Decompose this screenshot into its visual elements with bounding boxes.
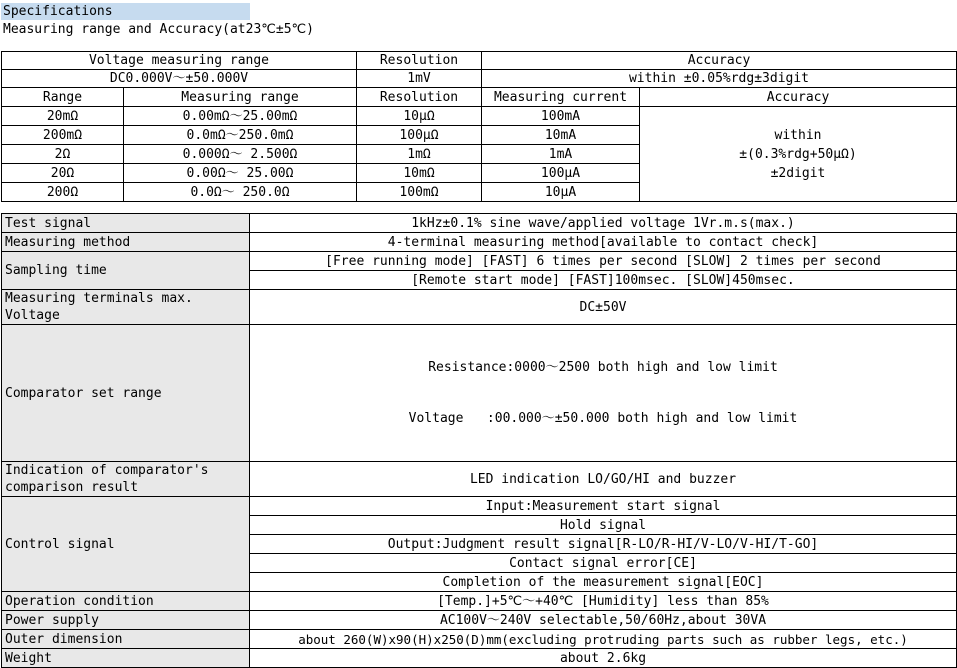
resistance-table (1, 87, 957, 202)
table-cell: 100μA (482, 164, 640, 183)
table-cell: 1mV (357, 70, 482, 88)
spec-value: Completion of the measurement signal[EOC] (250, 573, 957, 592)
spec-value: [Remote start mode] [FAST]100msec. [SLOW]450msec. (250, 271, 957, 290)
spec-value: LED indication LO/GO/HI and buzzer (250, 462, 957, 497)
label-line: comparison result (5, 480, 139, 495)
header-cell: Accuracy (640, 88, 957, 107)
header-cell: Resolution (357, 88, 482, 107)
label-line: Indication of comparator's (5, 463, 209, 478)
spec-value: Hold signal (250, 516, 957, 535)
spec-value: [Temp.]+5℃～+40℃ [Humidity] less than 85% (250, 592, 957, 611)
table-row (2, 325, 957, 462)
table-cell: 0.00mΩ～25.00mΩ (124, 107, 357, 126)
spec-value: [Free running mode] [FAST] 6 times per second [SLOW] 2 times per second (250, 252, 957, 271)
header-cell: Measuring current (482, 88, 640, 107)
header-cell: Measuring range (124, 88, 357, 107)
spec-value: about 2.6kg (250, 649, 957, 668)
general-specs-table (1, 213, 957, 668)
header-cell: Accuracy (482, 52, 957, 70)
spec-label: Measuring method (2, 233, 250, 252)
spec-subtitle: Measuring range and Accuracy(at23℃±5℃) (3, 22, 314, 37)
label-line: Voltage (5, 308, 60, 323)
header-cell: Resolution (357, 52, 482, 70)
table-cell: DC0.000V～±50.000V (2, 70, 357, 88)
table-row (2, 252, 957, 271)
spec-value: 1kHz±0.1% sine wave/applied voltage 1Vr.m.s(max.) (250, 214, 957, 233)
spec-value: Input:Measurement start signal (250, 497, 957, 516)
table-row (2, 497, 957, 516)
table-cell: 10μA (482, 183, 640, 202)
spec-label: Power supply (2, 611, 250, 630)
table-cell: 100mA (482, 107, 640, 126)
spec-label: Outer dimension (2, 630, 250, 649)
table-cell: 200Ω (2, 183, 124, 202)
table-row (2, 70, 957, 88)
table-cell: 10μΩ (357, 107, 482, 126)
table-cell: 2Ω (2, 145, 124, 164)
voltage-table (1, 51, 957, 88)
value-line: Voltage :00.000～±50.000 both high and low limit (408, 411, 798, 426)
table-cell: within ±0.05%rdg±3digit (482, 70, 957, 88)
table-row (2, 214, 957, 233)
table-cell: 1mΩ (357, 145, 482, 164)
accuracy-line: ±(0.3%rdg+50μΩ) (739, 146, 857, 162)
spec-label: Sampling time (2, 252, 250, 290)
table-row (2, 88, 957, 107)
table-row (2, 649, 957, 668)
spec-title: Specifications (1, 3, 250, 20)
table-row (2, 462, 957, 497)
table-cell: 10mΩ (357, 164, 482, 183)
spec-label: Test signal (2, 214, 250, 233)
table-row (2, 592, 957, 611)
table-row (2, 290, 957, 325)
accuracy-line: ±2digit (770, 165, 826, 181)
table-cell: 0.00Ω～ 25.00Ω (124, 164, 357, 183)
table-cell: 100mΩ (357, 183, 482, 202)
table-cell: 0.0Ω～ 250.0Ω (124, 183, 357, 202)
label-line: Measuring terminals max. (5, 291, 193, 306)
spec-label: Operation condition (2, 592, 250, 611)
table-cell: 100μΩ (357, 126, 482, 145)
table-row (2, 233, 957, 252)
table-cell: 20Ω (2, 164, 124, 183)
table-cell: 1mA (482, 145, 640, 164)
header-cell: Range (2, 88, 124, 107)
spec-label: Comparator set range (2, 325, 250, 462)
spec-value: DC±50V (250, 290, 957, 325)
spec-value: 4-terminal measuring method[available to contact check] (250, 233, 957, 252)
spec-value: about 260(W)x90(H)x250(D)mm(excluding protruding parts such as rubber legs, etc.) (250, 630, 957, 649)
spec-value (250, 325, 957, 462)
value-line: Resistance:0000～2500 both high and low limit (428, 360, 778, 375)
table-cell: 10mA (482, 126, 640, 145)
spec-value: AC100V～240V selectable,50/60Hz,about 30VA (250, 611, 957, 630)
table-cell: 200mΩ (2, 126, 124, 145)
header-cell: Voltage measuring range (2, 52, 357, 70)
accuracy-cell (640, 107, 957, 202)
table-row (2, 630, 957, 649)
table-cell: 20mΩ (2, 107, 124, 126)
table-row (2, 52, 957, 70)
spec-label (2, 290, 250, 325)
table-cell: 0.0mΩ～250.0mΩ (124, 126, 357, 145)
spec-value: Output:Judgment result signal[R-LO/R-HI/V-LO/V-HI/T-GO] (250, 535, 957, 554)
spec-value: Contact signal error[CE] (250, 554, 957, 573)
accuracy-line: within (774, 127, 822, 143)
spec-label: Control signal (2, 497, 250, 592)
spec-label (2, 462, 250, 497)
table-cell: 0.000Ω～ 2.500Ω (124, 145, 357, 164)
spec-label: Weight (2, 649, 250, 668)
table-row (2, 107, 957, 126)
table-row (2, 611, 957, 630)
